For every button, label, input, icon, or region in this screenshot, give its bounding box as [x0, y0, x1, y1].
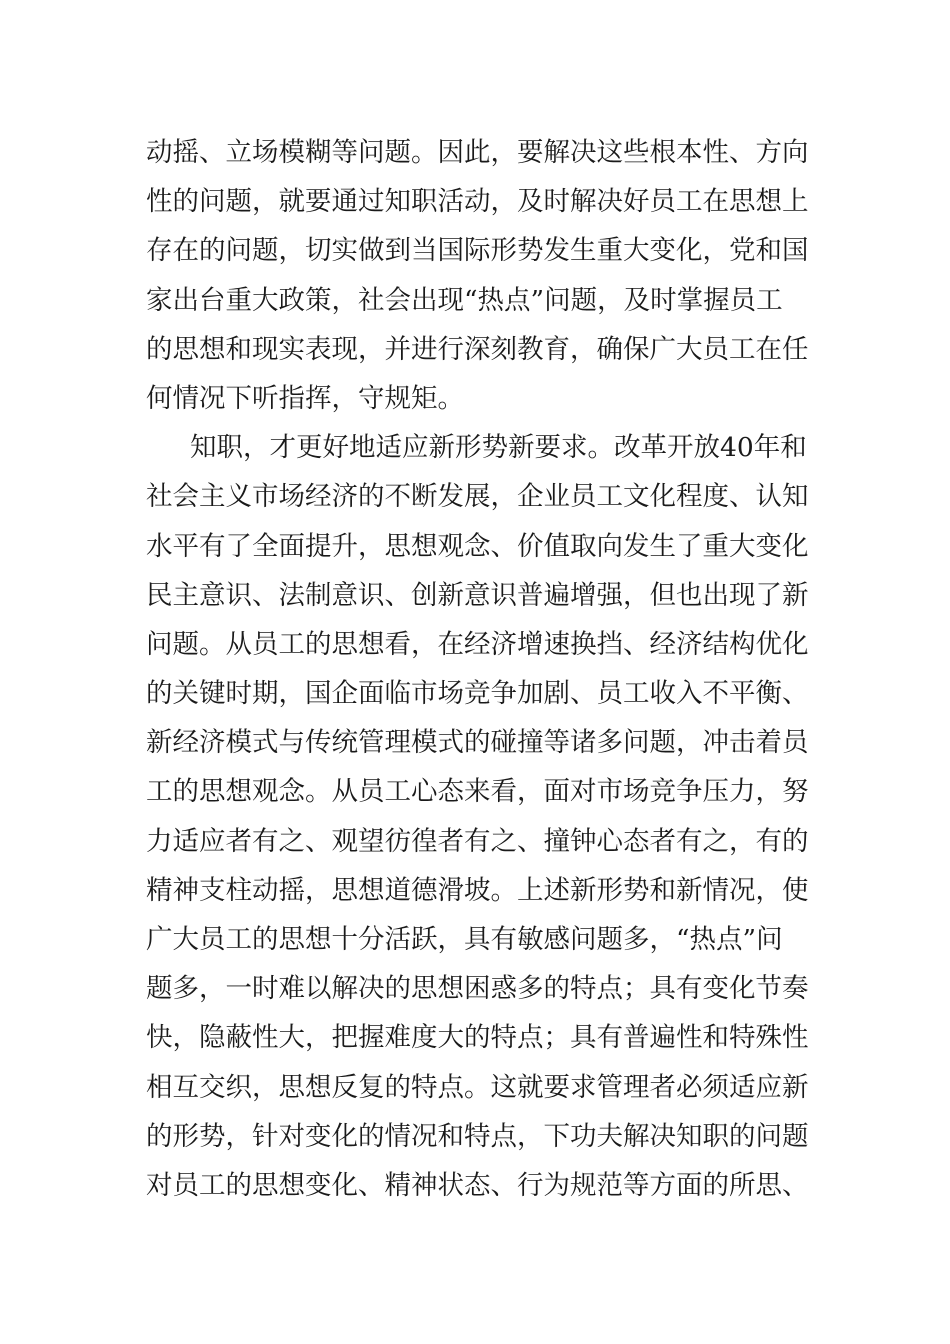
text-line: 快，隐蔽性大，把握难度大的特点；具有普遍性和特殊性: [146, 1022, 809, 1054]
text-line: 问题。从员工的思想看，在经济增速换挡、经济结构优化: [146, 628, 809, 660]
text-line: 题多，一时难以解决的思想困惑多的特点；具有变化节奏: [146, 973, 809, 1005]
text-line: 广大员工的思想十分活跃，具有敏感问题多，“热点”问: [146, 924, 783, 955]
text-line: 何情况下听指挥，守规矩。: [146, 382, 464, 414]
text-line: 存在的问题，切实做到当国际形势发生重大变化，党和国: [146, 235, 809, 267]
text-line: 新经济模式与传统管理模式的碰撞等诸多问题，冲击着员: [146, 727, 809, 759]
text-line: 对员工的思想变化、精神状态、行为规范等方面的所思、: [146, 1169, 809, 1201]
text-line: 家出台重大政策，社会出现“热点”问题，及时掌握员工: [146, 284, 783, 316]
body-text: [146, 128, 809, 1210]
text-line: 民主意识、法制意识、创新意识普遍增强，但也出现了新: [146, 579, 809, 611]
text-line: 性的问题，就要通过知职活动，及时解决好员工在思想上: [146, 186, 809, 218]
text-line: 力适应者有之、观望彷徨者有之、撞钟心态者有之，有的: [146, 825, 809, 857]
text-line: 动摇、立场模糊等问题。因此，要解决这些根本性、方向: [146, 137, 809, 168]
text-line: 水平有了全面提升，思想观念、价值取向发生了重大变化: [146, 530, 809, 562]
text-line: 社会主义市场经济的不断发展，企业员工文化程度、认知: [146, 481, 809, 513]
text-line: 的关键时期，国企面临市场竞争加剧、员工收入不平衡、: [146, 678, 809, 710]
text-line: 工的思想观念。从员工心态来看，面对市场竞争压力，努: [146, 776, 809, 808]
text-line: 的思想和现实表现，并进行深刻教育，确保广大员工在任: [146, 333, 809, 365]
text-line: 相互交织，思想反复的特点。这就要求管理者必须适应新: [146, 1071, 809, 1103]
paragraph-first-line: 知职，才更好地适应新形势新要求。改革开放40年和: [190, 432, 807, 464]
text-line: 的形势，针对变化的情况和特点，下功夫解决知职的问题: [146, 1120, 809, 1152]
text-line: 精神支柱动摇，思想道德滑坡。上述新形势和新情况，使: [146, 874, 809, 906]
